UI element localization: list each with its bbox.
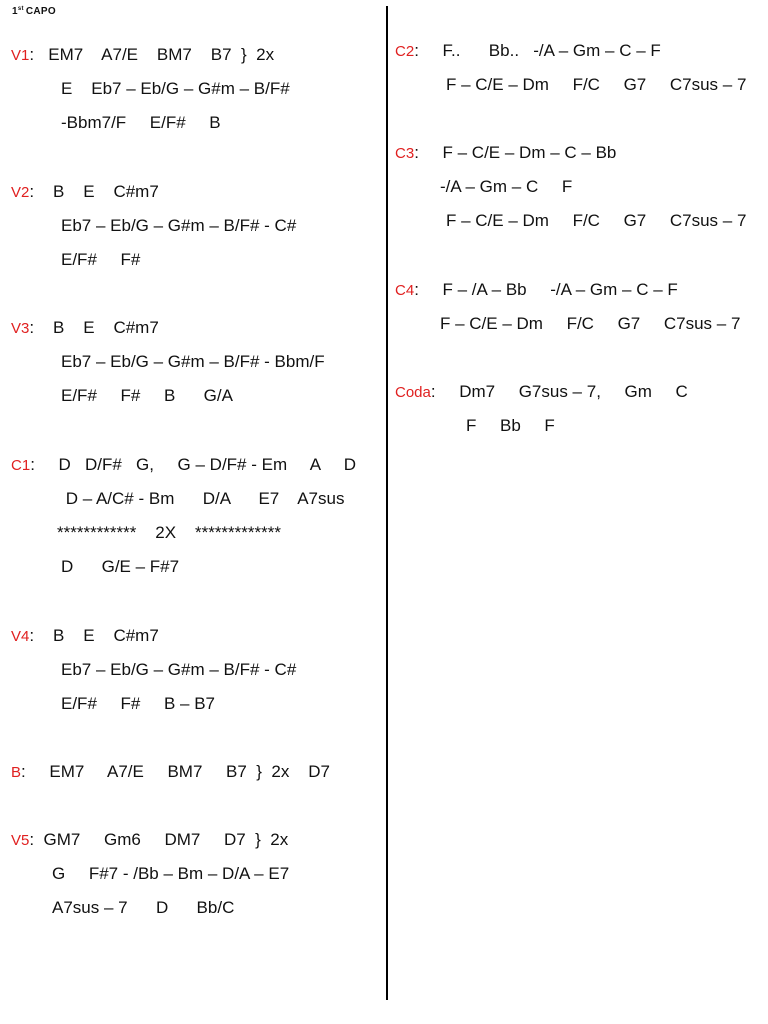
chord-line: E/F# F# B – B7: [61, 694, 216, 713]
chord-line: : B E C#m7: [29, 182, 159, 201]
chord-line: : F – /A – Bb -/A – Gm – C – F: [414, 280, 678, 299]
chord-line: A7sus – 7 D Bb/C: [52, 898, 235, 917]
chord-line: D – A/C# - Bm D/A E7 A7sus: [61, 489, 345, 508]
chord-line: Eb7 – Eb/G – G#m – B/F# - C#: [61, 216, 297, 235]
section-label-line: [11, 762, 330, 783]
chord-line: G F#7 - /Bb – Bm – D/A – E7: [52, 864, 290, 883]
chord-line: : F.. Bb.. -/A – Gm – C – F: [414, 41, 661, 60]
chord-line: : GM7 Gm6 DM7 D7 } 2x: [29, 830, 289, 849]
capo-note: 1st CAPO: [12, 6, 56, 17]
chord-line: E/F# F#: [61, 250, 141, 269]
section-label-line: [395, 143, 616, 164]
section-label: V3: [11, 320, 30, 337]
section-label: C3: [395, 145, 415, 162]
section-label: C4: [395, 282, 415, 299]
chord-line: Eb7 – Eb/G – G#m – B/F# - C#: [61, 660, 297, 679]
section-label-line: [395, 280, 678, 301]
section-label: C2: [395, 43, 415, 60]
section-label-line: [11, 182, 159, 203]
chord-line: : B E C#m7: [29, 626, 159, 645]
column-divider: [386, 6, 388, 1000]
section-label-line: [11, 45, 274, 66]
section-label: Coda: [395, 384, 431, 401]
chord-line: F – C/E – Dm F/C G7 C7sus – 7: [446, 75, 747, 94]
chord-line: : EM7 A7/E BM7 B7 } 2x D7: [21, 762, 330, 781]
section-label-line: [11, 626, 159, 647]
chord-line: F – C/E – Dm F/C G7 C7sus – 7: [446, 211, 747, 230]
section-label-line: [11, 455, 356, 476]
chord-line: : EM7 A7/E BM7 B7 } 2x: [29, 45, 275, 64]
chord-line: -/A – Gm – C F: [440, 177, 573, 196]
section-label: V5: [11, 832, 30, 849]
section-label-line: [395, 41, 661, 62]
chord-line: : B E C#m7: [29, 318, 159, 337]
section-label-line: [395, 382, 688, 403]
chord-line: : D D/F# G, G – D/F# - Em A D: [30, 455, 357, 474]
section-label: C1: [11, 457, 31, 474]
chord-line: E/F# F# B G/A: [61, 386, 233, 405]
section-label: B: [11, 764, 22, 781]
chord-line: : Dm7 G7sus – 7, Gm C: [430, 382, 688, 401]
section-label-line: [11, 830, 288, 851]
section-label: V2: [11, 184, 30, 201]
chord-line: F – C/E – Dm F/C G7 C7sus – 7: [440, 314, 741, 333]
chord-line: F Bb F: [466, 416, 555, 435]
chord-line: Eb7 – Eb/G – G#m – B/F# - Bbm/F: [61, 352, 325, 371]
chord-line: : F – C/E – Dm – C – Bb: [414, 143, 617, 162]
repeat-marker: ************ 2X *************: [57, 523, 281, 542]
section-label: V1: [11, 47, 30, 64]
chord-line: -Bbm7/F E/F# B: [61, 113, 221, 132]
chord-line: D G/E – F#7: [61, 557, 180, 576]
section-label-line: [11, 318, 159, 339]
section-label: V4: [11, 628, 30, 645]
chord-line: E Eb7 – Eb/G – G#m – B/F#: [61, 79, 290, 98]
